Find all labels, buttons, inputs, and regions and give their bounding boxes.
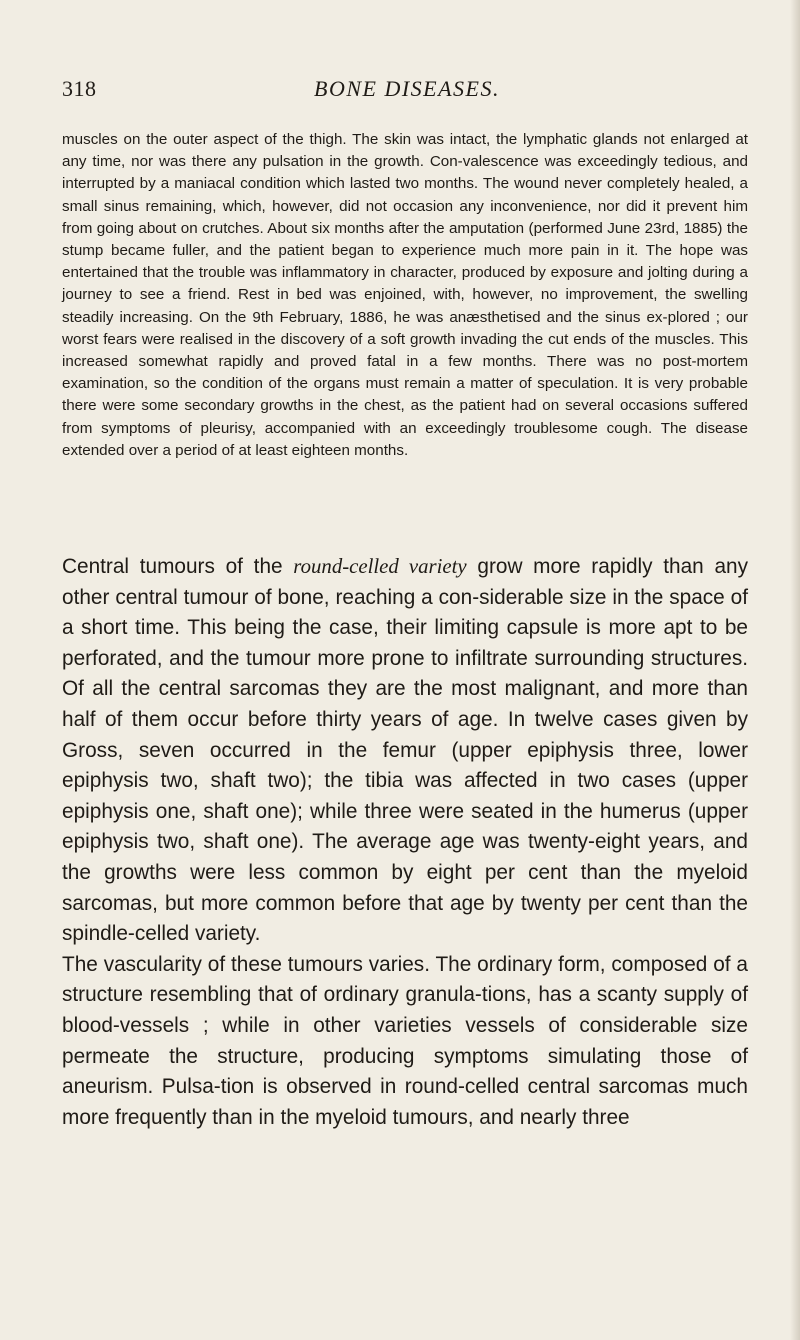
running-title: BONE DISEASES. [314, 76, 500, 101]
page-edge-shadow [790, 0, 800, 1340]
paragraph-vascularity: The vascularity of these tumours varies. The ordinary form, composed of a structure resembling that of ordinary granula-tions, has a scanty supply of blood-vessels ; while in other varieties vessels of considerable size permeate the structure, producing symptoms simulating those of aneurism. Pulsa-tion is observed in round-celled central sarcomas much more frequently than in the myeloid tumours, and nearly three [62, 952, 748, 1129]
paragraph-central-rest: grow more rapidly than any other central tumour of bone, reaching a con-siderable size in the space of a short time. This being the case, their limiting capsule is more apt to be perforated, and the tumour more prone to infiltrate surrounding structures. Of all the central sarcomas they are the most malignant, and more than half of them occur before thirty years of age. In twelve cases given by Gross, seven occurred in the femur (upper epiphysis three, lower epiphysis two, shaft two); the tibia was affected in two cases (upper epiphysis one, shaft one); while three were seated in the humerus (upper epiphysis two, shaft one). The average age was twenty-eight years, and the growths were less common by eight per cent than the myeloid sarcomas, but more common before that age by twenty per cent than the spindle-celled variety. [62, 555, 748, 946]
paragraph-central-lead: Central tumours of the [62, 555, 294, 578]
paragraph-central-tumours [62, 552, 748, 950]
main-body-text [62, 552, 748, 1133]
running-head [62, 76, 742, 106]
case-report-paragraph: muscles on the outer aspect of the thigh. The skin was intact, the lymphatic glands not enlarged at any time, nor was there any pulsation in the growth. Con-valescence was exceedingly tedious, and interrupted by a maniacal condition which lasted two months. The wound never completely healed, a small sinus remaining, which, however, did not occasion any inconvenience, nor did it prevent him from going about on crutches. About six months after the amputation (performed June 23rd, 1885) the stump became fuller, and the patient began to experience much more pain in it. The hope was entertained that the trouble was inflammatory in character, produced by exposure and jolting during a journey to see a friend. Rest in bed was enjoined, with, however, no improvement, the swelling steadily increasing. On the 9th February, 1886, he was anæsthetised and the sinus ex-plored ; our worst fears were realised in the discovery of a soft growth invading the cut ends of the muscles. This increased somewhat rapidly and proved fatal in a few months. There was no post-mortem examination, so the condition of the organs must remain a matter of speculation. It is very probable there were some secondary growths in the chest, as the patient had on several occasions suffered from symptoms of pleurisy, accompanied with an exceedingly troublesome cough. The disease extended over a period of at least eighteen months. [62, 131, 748, 459]
page-number: 318 [62, 76, 97, 101]
paragraph-central-emphasis: round-celled variety [293, 555, 467, 578]
